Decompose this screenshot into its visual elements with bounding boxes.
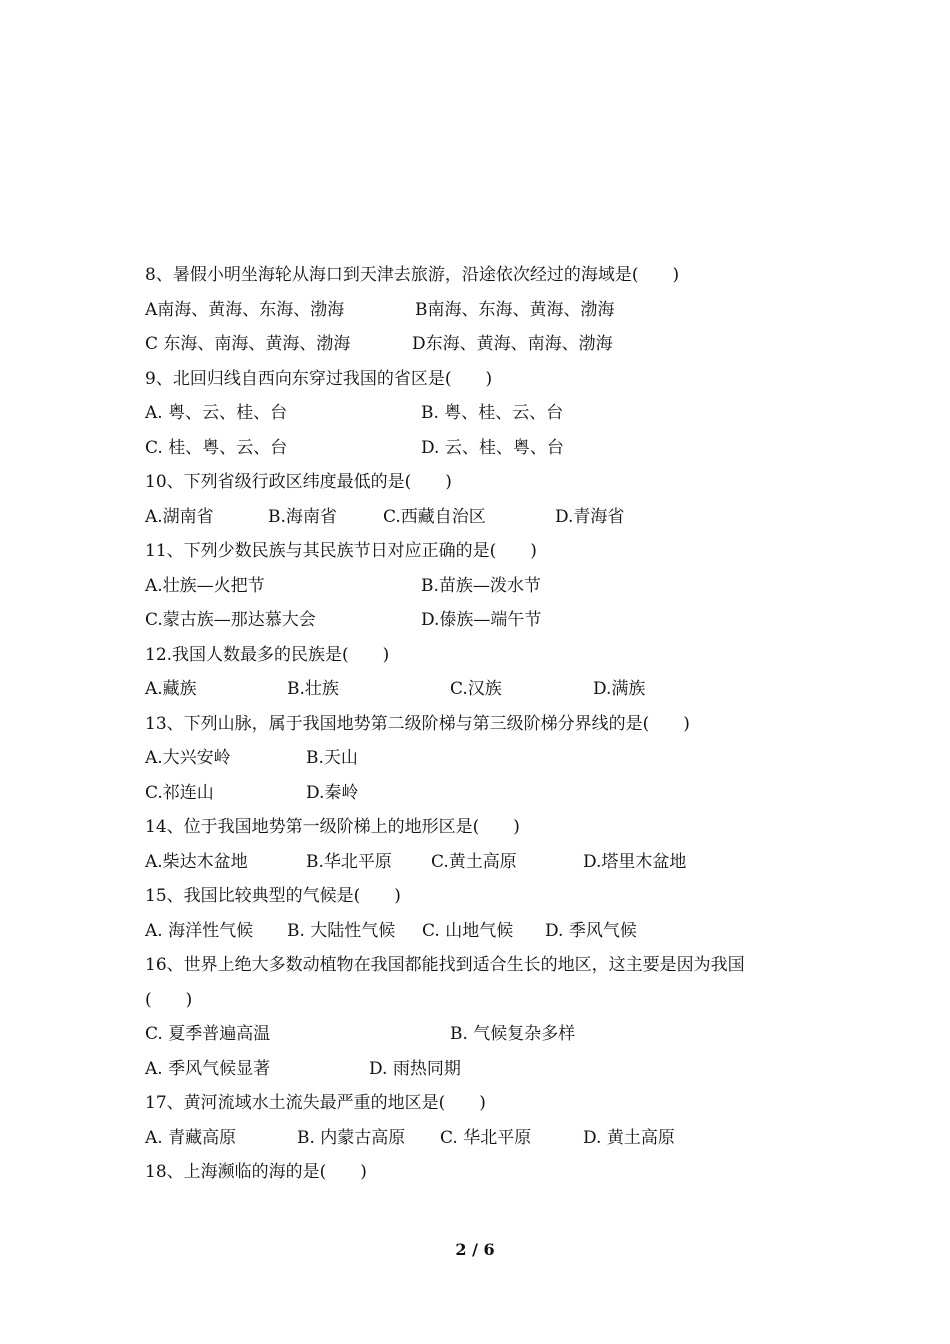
question-15-text: 15、我国比较典型的气候是( ) <box>145 886 401 906</box>
question-8-text: 8、暑假小明坐海轮从海口到天津去旅游，沿途依次经过的海域是( ) <box>145 265 680 285</box>
question-13-options-row-2 <box>145 776 835 811</box>
option-c: C. 华北平原 <box>440 1127 532 1148</box>
option-d: D. 季风气候 <box>545 920 637 941</box>
question-11-options-row-2 <box>145 603 835 638</box>
option-d: D东海、黄海、南海、渤海 <box>412 334 613 354</box>
option-a: A.大兴安岭 <box>145 748 231 768</box>
option-b: B. 大陆性气候 <box>287 920 396 941</box>
question-13-text: 13、下列山脉，属于我国地势第二级阶梯与第三级阶梯分界线的是( ) <box>145 713 690 734</box>
option-d: D.满族 <box>593 679 646 699</box>
question-9-text: 9、北回归线自西向东穿过我国的省区是( ) <box>145 368 493 389</box>
option-a: A. 青藏高原 <box>145 1127 237 1148</box>
question-11-options-row-1 <box>145 569 835 604</box>
option-c: C.蒙古族—那达慕大会 <box>145 610 316 630</box>
question-9-options-row-1 <box>145 396 835 431</box>
option-d: D.傣族—端午节 <box>421 610 542 630</box>
question-11-text: 11、下列少数民族与其民族节日对应正确的是( ) <box>145 541 537 561</box>
option-c: C.汉族 <box>450 679 502 699</box>
option-c: C.黄土高原 <box>431 851 517 872</box>
option-a: A南海、黄海、东海、渤海 <box>145 299 345 320</box>
question-10-options <box>145 500 835 535</box>
option-c: C.祁连山 <box>145 782 214 803</box>
question-16-text: 16、世界上绝大多数动植物在我国都能找到适合生长的地区，这主要是因为我国 <box>145 955 745 975</box>
question-8-options-row-2 <box>145 327 835 362</box>
option-a: A. 粤、云、桂、台 <box>145 403 288 423</box>
option-a: A.藏族 <box>145 679 197 699</box>
question-14-options <box>145 845 835 880</box>
option-b: B.苗族—泼水节 <box>421 575 541 596</box>
page-number: 2 / 6 <box>455 1240 495 1259</box>
question-8-options-row-1 <box>145 293 835 328</box>
question-17-text: 17、黄河流域水土流失最严重的地区是( ) <box>145 1093 486 1113</box>
question-14-text: 14、位于我国地势第一级阶梯上的地形区是( ) <box>145 817 520 837</box>
question-18-text: 18、上海濒临的海的是( ) <box>145 1162 367 1182</box>
option-c: C. 夏季普遍高温 <box>145 1024 271 1044</box>
option-d: D. 云、桂、粤、台 <box>421 437 564 458</box>
option-b: B.天山 <box>306 748 358 768</box>
option-a: A. 季风气候显著 <box>145 1058 271 1079</box>
option-c: C. 山地气候 <box>422 920 514 941</box>
option-a: A. 海洋性气候 <box>145 920 254 941</box>
question-list <box>145 258 835 1190</box>
option-d: D. 黄土高原 <box>583 1127 675 1148</box>
question-17-options <box>145 1121 835 1156</box>
question-16-text-continued: ( ) <box>145 989 193 1010</box>
option-d: D.青海省 <box>555 506 625 527</box>
question-16-options-row-2 <box>145 1052 835 1087</box>
option-c: C. 桂、粤、云、台 <box>145 437 288 458</box>
option-b: B. 粤、桂、云、台 <box>421 403 564 423</box>
question-12-text: 12.我国人数最多的民族是( ) <box>145 644 390 665</box>
option-a: A.壮族—火把节 <box>145 575 265 596</box>
question-9-options-row-2 <box>145 431 835 466</box>
option-b: B. 气候复杂多样 <box>450 1024 576 1044</box>
question-12-options <box>145 672 835 707</box>
option-b: B.壮族 <box>287 679 339 699</box>
question-10-text: 10、下列省级行政区纬度最低的是( ) <box>145 472 452 492</box>
option-d: D.秦岭 <box>306 782 359 803</box>
option-b: B.华北平原 <box>306 851 392 872</box>
option-c: C.西藏自治区 <box>383 506 486 527</box>
option-d: D. 雨热同期 <box>369 1058 461 1079</box>
option-a: A.柴达木盆地 <box>145 851 248 872</box>
question-15-options <box>145 914 835 949</box>
option-c: C 东海、南海、黄海、渤海 <box>145 334 351 354</box>
option-d: D.塔里木盆地 <box>583 851 687 872</box>
option-a: A.湖南省 <box>145 506 214 527</box>
option-b: B. 内蒙古高原 <box>297 1127 406 1148</box>
option-b: B南海、东海、黄海、渤海 <box>415 299 615 320</box>
question-13-options-row-1 <box>145 741 835 776</box>
question-16-options-row-1 <box>145 1017 835 1052</box>
option-b: B.海南省 <box>268 506 337 527</box>
